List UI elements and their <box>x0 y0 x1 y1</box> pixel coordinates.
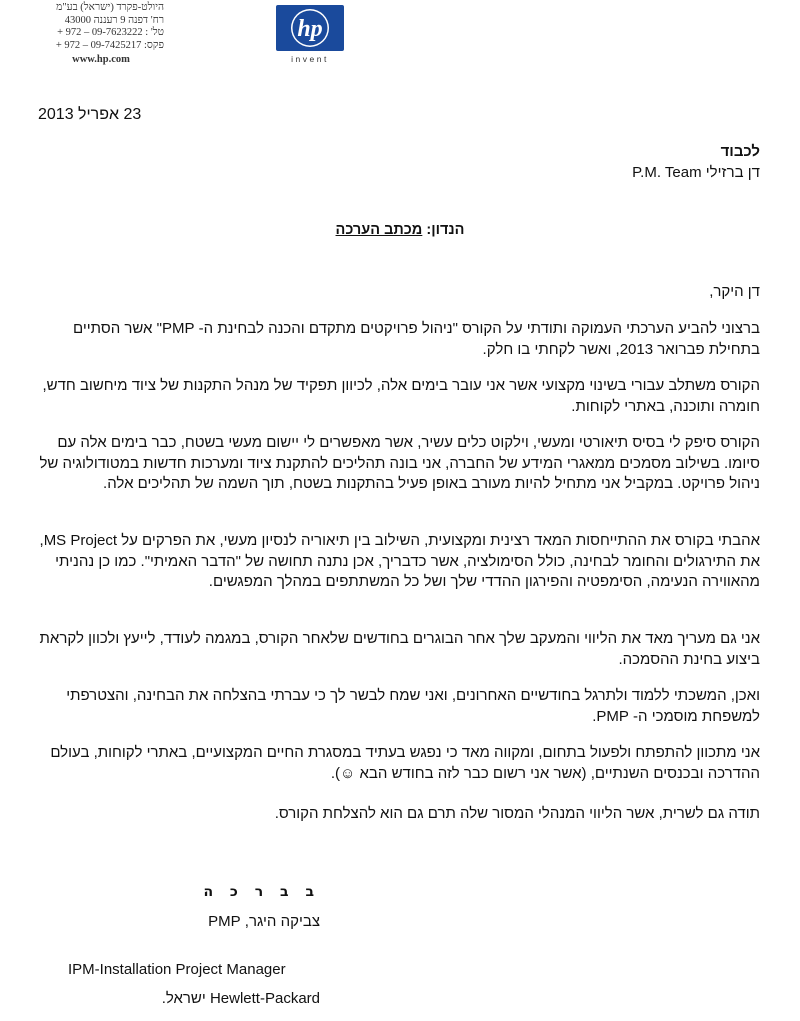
signer-title: IPM-Installation Project Manager <box>68 961 286 978</box>
closing-blessing: ב ב ר כ ה <box>203 884 320 900</box>
company-website: www.hp.com <box>72 54 130 66</box>
body-paragraph: הקורס משתלב עבורי בשינוי מקצועי אשר אני עובר בימים אלה, לכיוון תפקיד של מנהל התקנות של ציוד מיחשוב חדש, חומרה ותוכנה, באתרי לקוחות. <box>42 377 760 415</box>
logo-tagline: invent <box>291 54 329 64</box>
body-paragraph: ואכן, המשכתי ללמוד ולתרגל בחודשיים האחרונים, ואני שמח לבשר לך כי עברתי בהצלחה את הבחינה, והצטרפתי למשפחת מוסמכי ה- PMP. <box>66 687 760 725</box>
recipient-name: דן ברזילי P.M. Team <box>632 164 760 181</box>
body-paragraph: ברצוני להביע הערכתי העמוקה ותודתי על הקורס "ניהול פרויקטים מתקדם והכנה לבחינת ה- PMP" אשר הסתיים בתחילת פברואר 2013, ואשר לקחתי בו חלק. <box>73 320 760 358</box>
subject-prefix: הנדון: <box>426 222 465 238</box>
company-line: רח' דפנה 9 רעננה 43000 <box>64 14 164 26</box>
body-paragraph: אהבתי בקורס את ההתייחסות המאד רצינית ומקצועית, השילוב בין תיאוריה לנסיון מעשי, את הפרקים על MS Project, את התירגולים והחומר לבחינה, כולל הסימולציה, אשר כדבריך, אכן נתנה תחושה של "הדבר האמיתי". כמו כן נהניתי מהאווירה הנעימה, הסימפטיה והפירגון ההדדי שלך ושל כל המשתתפים במהלך המפגשים. <box>39 532 760 590</box>
letter-date: 23 אפריל 2013 <box>38 106 142 123</box>
company-address-block <box>38 2 164 67</box>
company-line: פקס: 09-7425217 – 972 + <box>55 39 164 51</box>
subject-text: מכתב הערכה <box>335 222 423 238</box>
body-paragraph: הקורס סיפק לי בסיס תיאורטי ומעשי, וילקוט כלים עשיר, אשר מאפשרים לי יישום מעשי בשטח, כבר בימים אלה עם סיומו. בשילוב מסמכים ממאגרי המידע של החברה, אני בונה תהליכים להתקנת ציוד ומערכות חדשות במטודולוגיה של ניהול פרויקט. במקביל אני מתחיל להיות מעורב באופן פעיל בהתקנות בשטח, תוך השמה של תהליכים אלה. <box>39 434 760 492</box>
company-line: טל' : 09-7623222 – 972 + <box>57 27 164 39</box>
letter-greeting: דן היקר, <box>709 283 760 300</box>
body-paragraph: תודה גם לשרית, אשר הליווי המנהלי המסור שלה תרם גם הוא להצלחת הקורס. <box>274 805 760 822</box>
hp-logo-text: hp <box>297 16 323 42</box>
body-paragraph: אני גם מעריך מאד את הליווי והמעקב שלך אחר הבוגרים בחודשים שלאחר הקורס, במגמה לעודד, לייעץ ולכוון לקראת ביצוע בחינת ההסמכה. <box>39 630 760 668</box>
letter-subject <box>0 222 800 238</box>
hp-logo-icon <box>276 5 344 51</box>
signer-company: Hewlett-Packard ישראל. <box>161 990 320 1007</box>
company-line: היולט-פקרד (ישראל) בע"מ <box>56 2 164 13</box>
body-paragraph: אני מתכוון להתפתח ולפעול בתחום, ומקווה מאד כי נפגש בעתיד במסגרת החיים המקצועיים, באתרי לקוחות, בעולם ההדרכה ובכנסים השנתיים, (אשר אני רשום כבר לזה בחודש הבא ☺). <box>50 744 760 782</box>
recipient-salutation: לכבוד <box>720 143 760 160</box>
signer-name: צביקה היגר, PMP <box>208 913 320 930</box>
